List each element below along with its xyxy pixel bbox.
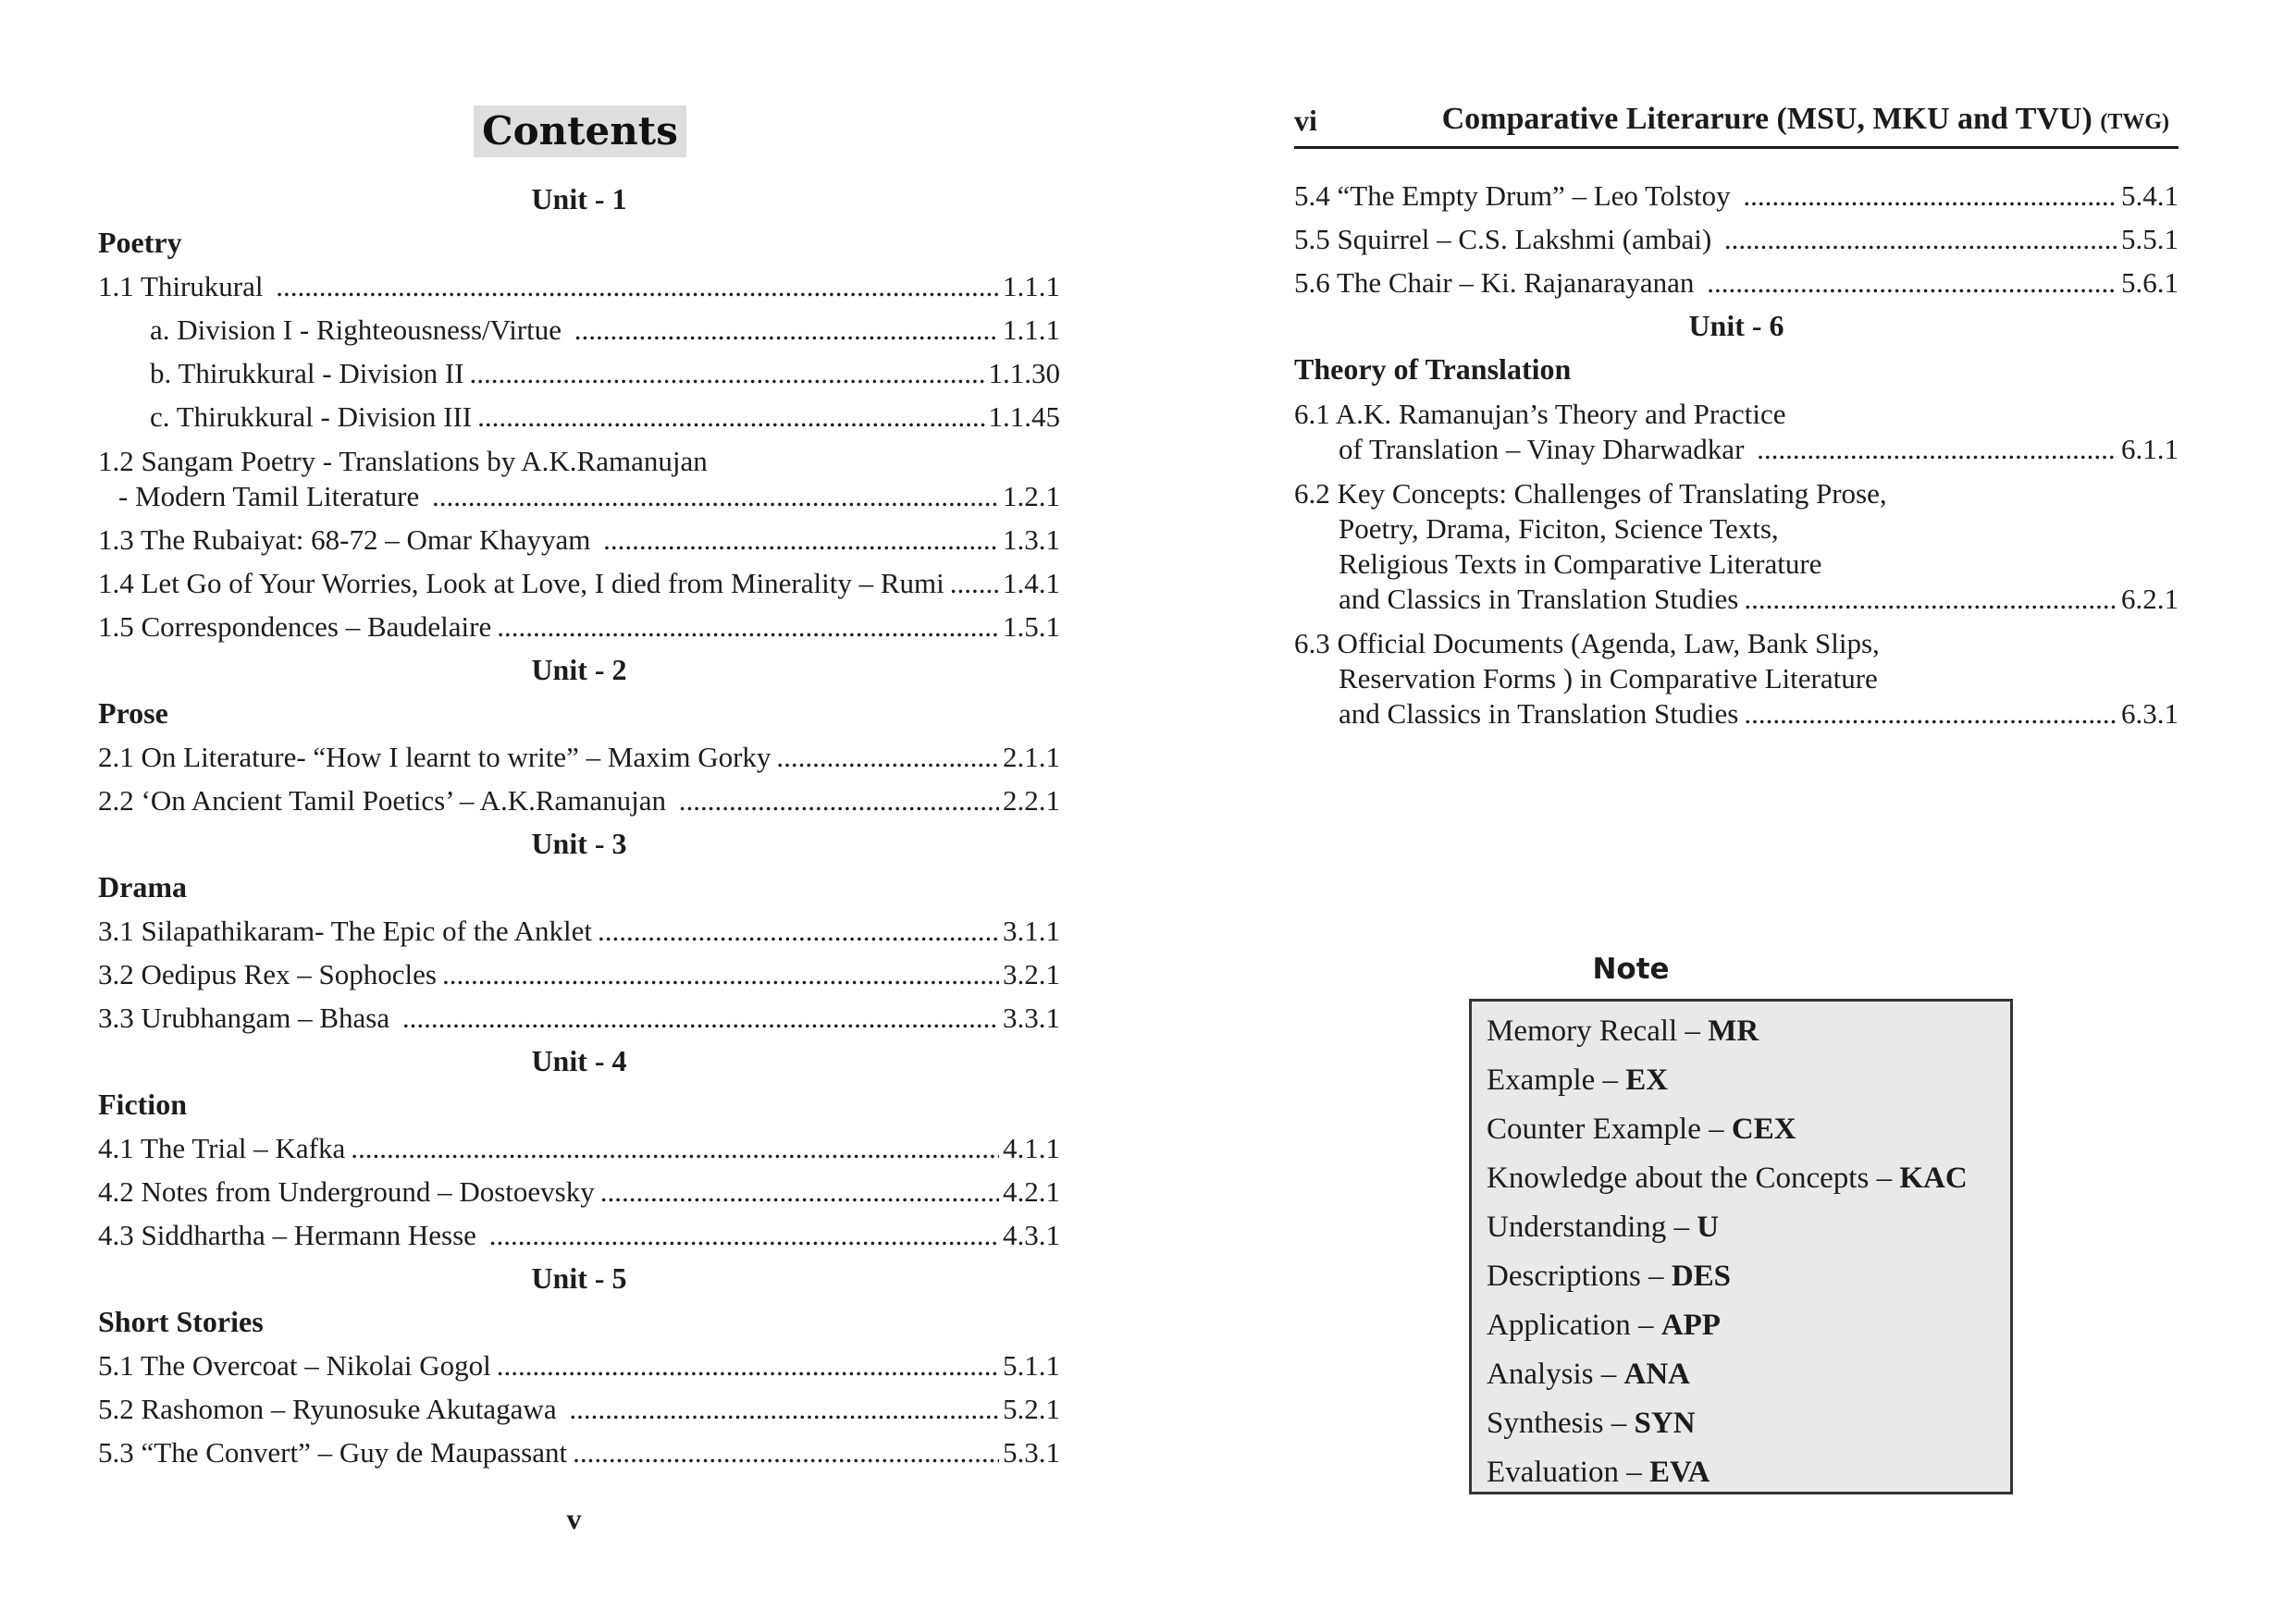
toc-entry-page: 3.3.1	[1003, 1002, 1060, 1034]
dot-leader	[1743, 174, 2117, 217]
running-title-tag: (TWG)	[2100, 110, 2169, 134]
dot-leader	[679, 779, 999, 822]
note-item	[1487, 1007, 2010, 1056]
dot-leader	[432, 479, 999, 514]
toc-entry-title: 5.2 Rashomon – Ryunosuke Akutagawa	[98, 1393, 564, 1425]
toc-entry-page: 5.2.1	[1003, 1393, 1060, 1425]
unit-heading: Unit - 5	[531, 1261, 627, 1295]
section-heading: Poetry	[98, 226, 182, 259]
note-item	[1487, 1399, 2010, 1448]
toc-entry-line: 6.3 Official Documents (Agenda, Law, Bank Slips,	[1294, 627, 1880, 659]
note-item-label: Evaluation –	[1487, 1456, 1649, 1489]
dot-leader	[402, 996, 999, 1039]
running-header	[1294, 96, 2179, 149]
toc-entry-title: 1.1 Thirukural	[98, 270, 271, 302]
toc-entry	[98, 605, 1060, 648]
toc-entry-page: 5.6.1	[2121, 266, 2179, 299]
toc-entry	[98, 735, 1060, 779]
toc-entry-page: 1.3.1	[1003, 523, 1060, 556]
toc-entry-page: 3.2.1	[1003, 958, 1060, 990]
page-number: v	[566, 1502, 582, 1535]
dot-leader	[442, 953, 999, 996]
toc-entry-page: 5.4.1	[2121, 179, 2179, 212]
toc-entry-page: 5.5.1	[2121, 223, 2179, 255]
toc-entry	[98, 1387, 1060, 1431]
toc-entry-title: 4.1 The Trial – Kafka	[98, 1132, 346, 1164]
unit-heading: Unit - 2	[531, 653, 627, 686]
toc-entry	[98, 1126, 1060, 1170]
toc-entry-page: 4.3.1	[1003, 1219, 1060, 1251]
running-title-text: Comparative Literarure (MSU, MKU and TVU)	[1441, 102, 2092, 136]
toc-entry	[1294, 174, 2179, 217]
note-item-abbr: MR	[1708, 1014, 1759, 1048]
toc-entry-page: 6.3.1	[2121, 697, 2179, 730]
toc-entry	[1294, 582, 2179, 617]
toc-entry-page: 1.1.1	[1003, 270, 1060, 302]
toc-entry-title: and Classics in Translation Studies	[1339, 583, 1739, 615]
toc-entry-title: 5.4 “The Empty Drum” – Leo Tolstoy	[1294, 179, 1738, 212]
toc-entry-title: 3.3 Urubhangam – Bhasa	[98, 1002, 397, 1034]
toc-entry-page: 4.1.1	[1003, 1132, 1060, 1164]
toc-entry-title: 2.1 On Literature- “How I learnt to write” – Maxim Gorky	[98, 741, 772, 773]
note-item-label: Memory Recall –	[1487, 1014, 1709, 1048]
toc-entry	[98, 264, 1060, 308]
toc-entry-title: a. Division I - Righteousness/Virtue	[150, 314, 569, 346]
toc-entry-title: 5.3 “The Convert” – Guy de Maupassant	[98, 1436, 568, 1469]
dot-leader	[351, 1126, 999, 1170]
dot-leader	[497, 1344, 999, 1387]
toc-entry-title: 1.3 The Rubaiyat: 68-72 – Omar Khayyam	[98, 523, 599, 556]
toc-entry-multiline	[1294, 391, 2179, 471]
dot-leader	[573, 1431, 999, 1474]
toc-entry-page: 1.1.45	[988, 400, 1060, 433]
toc-entry-title: 3.2 Oedipus Rex – Sophocles	[98, 958, 437, 990]
dot-leader	[776, 735, 999, 779]
dot-leader	[950, 561, 999, 605]
toc-entry-page: 3.1.1	[1003, 915, 1060, 947]
toc-list	[98, 178, 1060, 1474]
toc-entry	[98, 1344, 1060, 1387]
note-item-label: Application –	[1487, 1309, 1661, 1342]
note-item-label: Descriptions –	[1487, 1260, 1672, 1293]
toc-entry	[98, 351, 1060, 395]
unit-heading: Unit - 4	[531, 1044, 627, 1077]
toc-entry-title: - Modern Tamil Literature	[118, 480, 426, 512]
toc-entry-page: 1.2.1	[1003, 480, 1060, 512]
toc-entry-line: Poetry, Drama, Ficiton, Science Texts,	[1339, 512, 1779, 545]
dot-leader	[477, 395, 984, 438]
note-item-abbr: EVA	[1648, 1456, 1710, 1489]
toc-entry-title: and Classics in Translation Studies	[1339, 697, 1739, 730]
toc-entry-line: 6.2 Key Concepts: Challenges of Translating Prose,	[1294, 477, 1887, 510]
toc-entry	[98, 909, 1060, 953]
note-item-label: Knowledge about the Concepts –	[1487, 1162, 1900, 1195]
toc-entry-page: 2.2.1	[1003, 784, 1060, 817]
toc-entry-multiline	[1294, 621, 2179, 735]
toc-entry-page: 4.2.1	[1003, 1175, 1060, 1208]
toc-entry	[98, 779, 1060, 822]
toc-entry-page: 5.1.1	[1003, 1349, 1060, 1382]
dot-leader	[489, 1213, 999, 1257]
dot-leader	[1707, 261, 2117, 304]
running-title	[1442, 102, 2169, 137]
toc-entry-page: 1.5.1	[1003, 610, 1060, 643]
dot-leader	[497, 605, 999, 648]
toc-entry-title: 4.3 Siddhartha – Hermann Hesse	[98, 1219, 484, 1251]
note-item-label: Understanding –	[1487, 1211, 1697, 1244]
note-item-abbr: EX	[1625, 1064, 1669, 1097]
note-item	[1487, 1301, 2010, 1350]
dot-leader	[1724, 217, 2117, 261]
toc-entry	[98, 561, 1060, 605]
section-heading: Fiction	[98, 1088, 187, 1121]
toc-entry	[98, 518, 1060, 561]
toc-entry	[98, 1431, 1060, 1474]
toc-entry	[98, 308, 1060, 351]
toc-entry-line: Religious Texts in Comparative Literature	[1339, 547, 1822, 580]
toc-entry-title: 5.5 Squirrel – C.S. Lakshmi (ambai)	[1294, 223, 1719, 255]
note-item-label: Counter Example –	[1487, 1113, 1732, 1146]
toc-entry-line: 1.2 Sangam Poetry - Translations by A.K.Ramanujan	[98, 445, 708, 477]
note-item-abbr: SYN	[1634, 1407, 1696, 1440]
unit-heading: Unit - 1	[531, 182, 627, 215]
dot-leader	[600, 1170, 999, 1213]
toc-entry-title: 5.1 The Overcoat – Nikolai Gogol	[98, 1349, 491, 1382]
toc-entry-page: 2.1.1	[1003, 741, 1060, 773]
note-item	[1487, 1154, 2010, 1203]
note-item-label: Example –	[1487, 1064, 1626, 1097]
toc-entry	[98, 1170, 1060, 1213]
note-item	[1487, 1448, 2010, 1497]
toc-entry	[98, 996, 1060, 1039]
contents-title: Contents	[474, 105, 686, 157]
unit-heading: Unit - 6	[1688, 309, 1784, 342]
dot-leader	[1757, 432, 2117, 467]
toc-entry-line: Reservation Forms ) in Comparative Literature	[1339, 662, 1878, 695]
toc-entry-title: b. Thirukkural - Division II	[150, 357, 464, 389]
note-heading: Note	[1592, 953, 1670, 986]
toc-entry-title: 4.2 Notes from Underground – Dostoevsky	[98, 1175, 595, 1208]
section-heading: Short Stories	[98, 1305, 264, 1338]
toc-entry-page: 1.4.1	[1003, 567, 1060, 599]
toc-entry	[98, 1213, 1060, 1257]
toc-entry-page: 6.2.1	[2121, 583, 2179, 615]
note-item-abbr: KAC	[1899, 1162, 1968, 1195]
note-item	[1487, 1056, 2010, 1105]
note-item-abbr: CEX	[1731, 1113, 1796, 1146]
section-heading: Drama	[98, 870, 187, 904]
page-number: vi	[1294, 104, 1317, 137]
toc-entry-title: c. Thirukkural - Division III	[150, 400, 473, 433]
toc-entry	[98, 395, 1060, 438]
note-item	[1487, 1105, 2010, 1154]
toc-entry-multiline	[1294, 471, 2179, 621]
toc-entry-title: 2.2 ‘On Ancient Tamil Poetics’ – A.K.Ramanujan	[98, 784, 673, 817]
note-item-label: Analysis –	[1487, 1358, 1624, 1391]
note-item-abbr: APP	[1660, 1309, 1721, 1342]
dot-leader	[598, 909, 999, 953]
dot-leader	[470, 351, 985, 395]
dot-leader	[276, 264, 999, 308]
note-box	[1469, 999, 2013, 1494]
toc-entry-line: 6.1 A.K. Ramanujan’s Theory and Practice	[1294, 398, 1786, 430]
dot-leader	[574, 308, 999, 351]
toc-entry-title: 3.1 Silapathikaram- The Epic of the Anklet	[98, 915, 593, 947]
note-item	[1487, 1203, 2010, 1252]
toc-entry-multiline	[98, 438, 1060, 518]
dot-leader	[1744, 582, 2117, 617]
unit-heading: Unit - 3	[531, 827, 627, 860]
toc-list	[1294, 174, 2179, 735]
dot-leader	[603, 518, 999, 561]
toc-entry-page: 1.1.1	[1003, 314, 1060, 346]
toc-entry-page: 6.1.1	[2121, 433, 2179, 465]
toc-entry-title: 1.5 Correspondences – Baudelaire	[98, 610, 492, 643]
dot-leader	[569, 1387, 999, 1431]
note-item-label: Synthesis –	[1487, 1407, 1635, 1440]
section-heading: Prose	[98, 696, 168, 730]
toc-entry	[98, 953, 1060, 996]
toc-entry	[98, 479, 1060, 514]
note-item-abbr: DES	[1671, 1260, 1732, 1293]
note-item	[1487, 1350, 2010, 1399]
toc-entry	[1294, 217, 2179, 261]
toc-entry-page: 5.3.1	[1003, 1436, 1060, 1469]
toc-entry	[1294, 261, 2179, 304]
toc-entry	[1294, 432, 2179, 467]
note-item-abbr: ANA	[1623, 1358, 1690, 1391]
dot-leader	[1744, 696, 2117, 732]
toc-entry-title: of Translation – Vinay Dharwadkar	[1339, 433, 1752, 465]
toc-entry-page: 1.1.30	[988, 357, 1060, 389]
toc-entry	[1294, 696, 2179, 732]
note-item	[1487, 1252, 2010, 1301]
toc-entry-title: 1.4 Let Go of Your Worries, Look at Love, I died from Minerality – Rumi	[98, 567, 944, 599]
toc-entry-title: 5.6 The Chair – Ki. Rajanarayanan	[1294, 266, 1702, 299]
note-item-abbr: U	[1697, 1211, 1720, 1244]
section-heading: Theory of Translation	[1294, 352, 1572, 386]
